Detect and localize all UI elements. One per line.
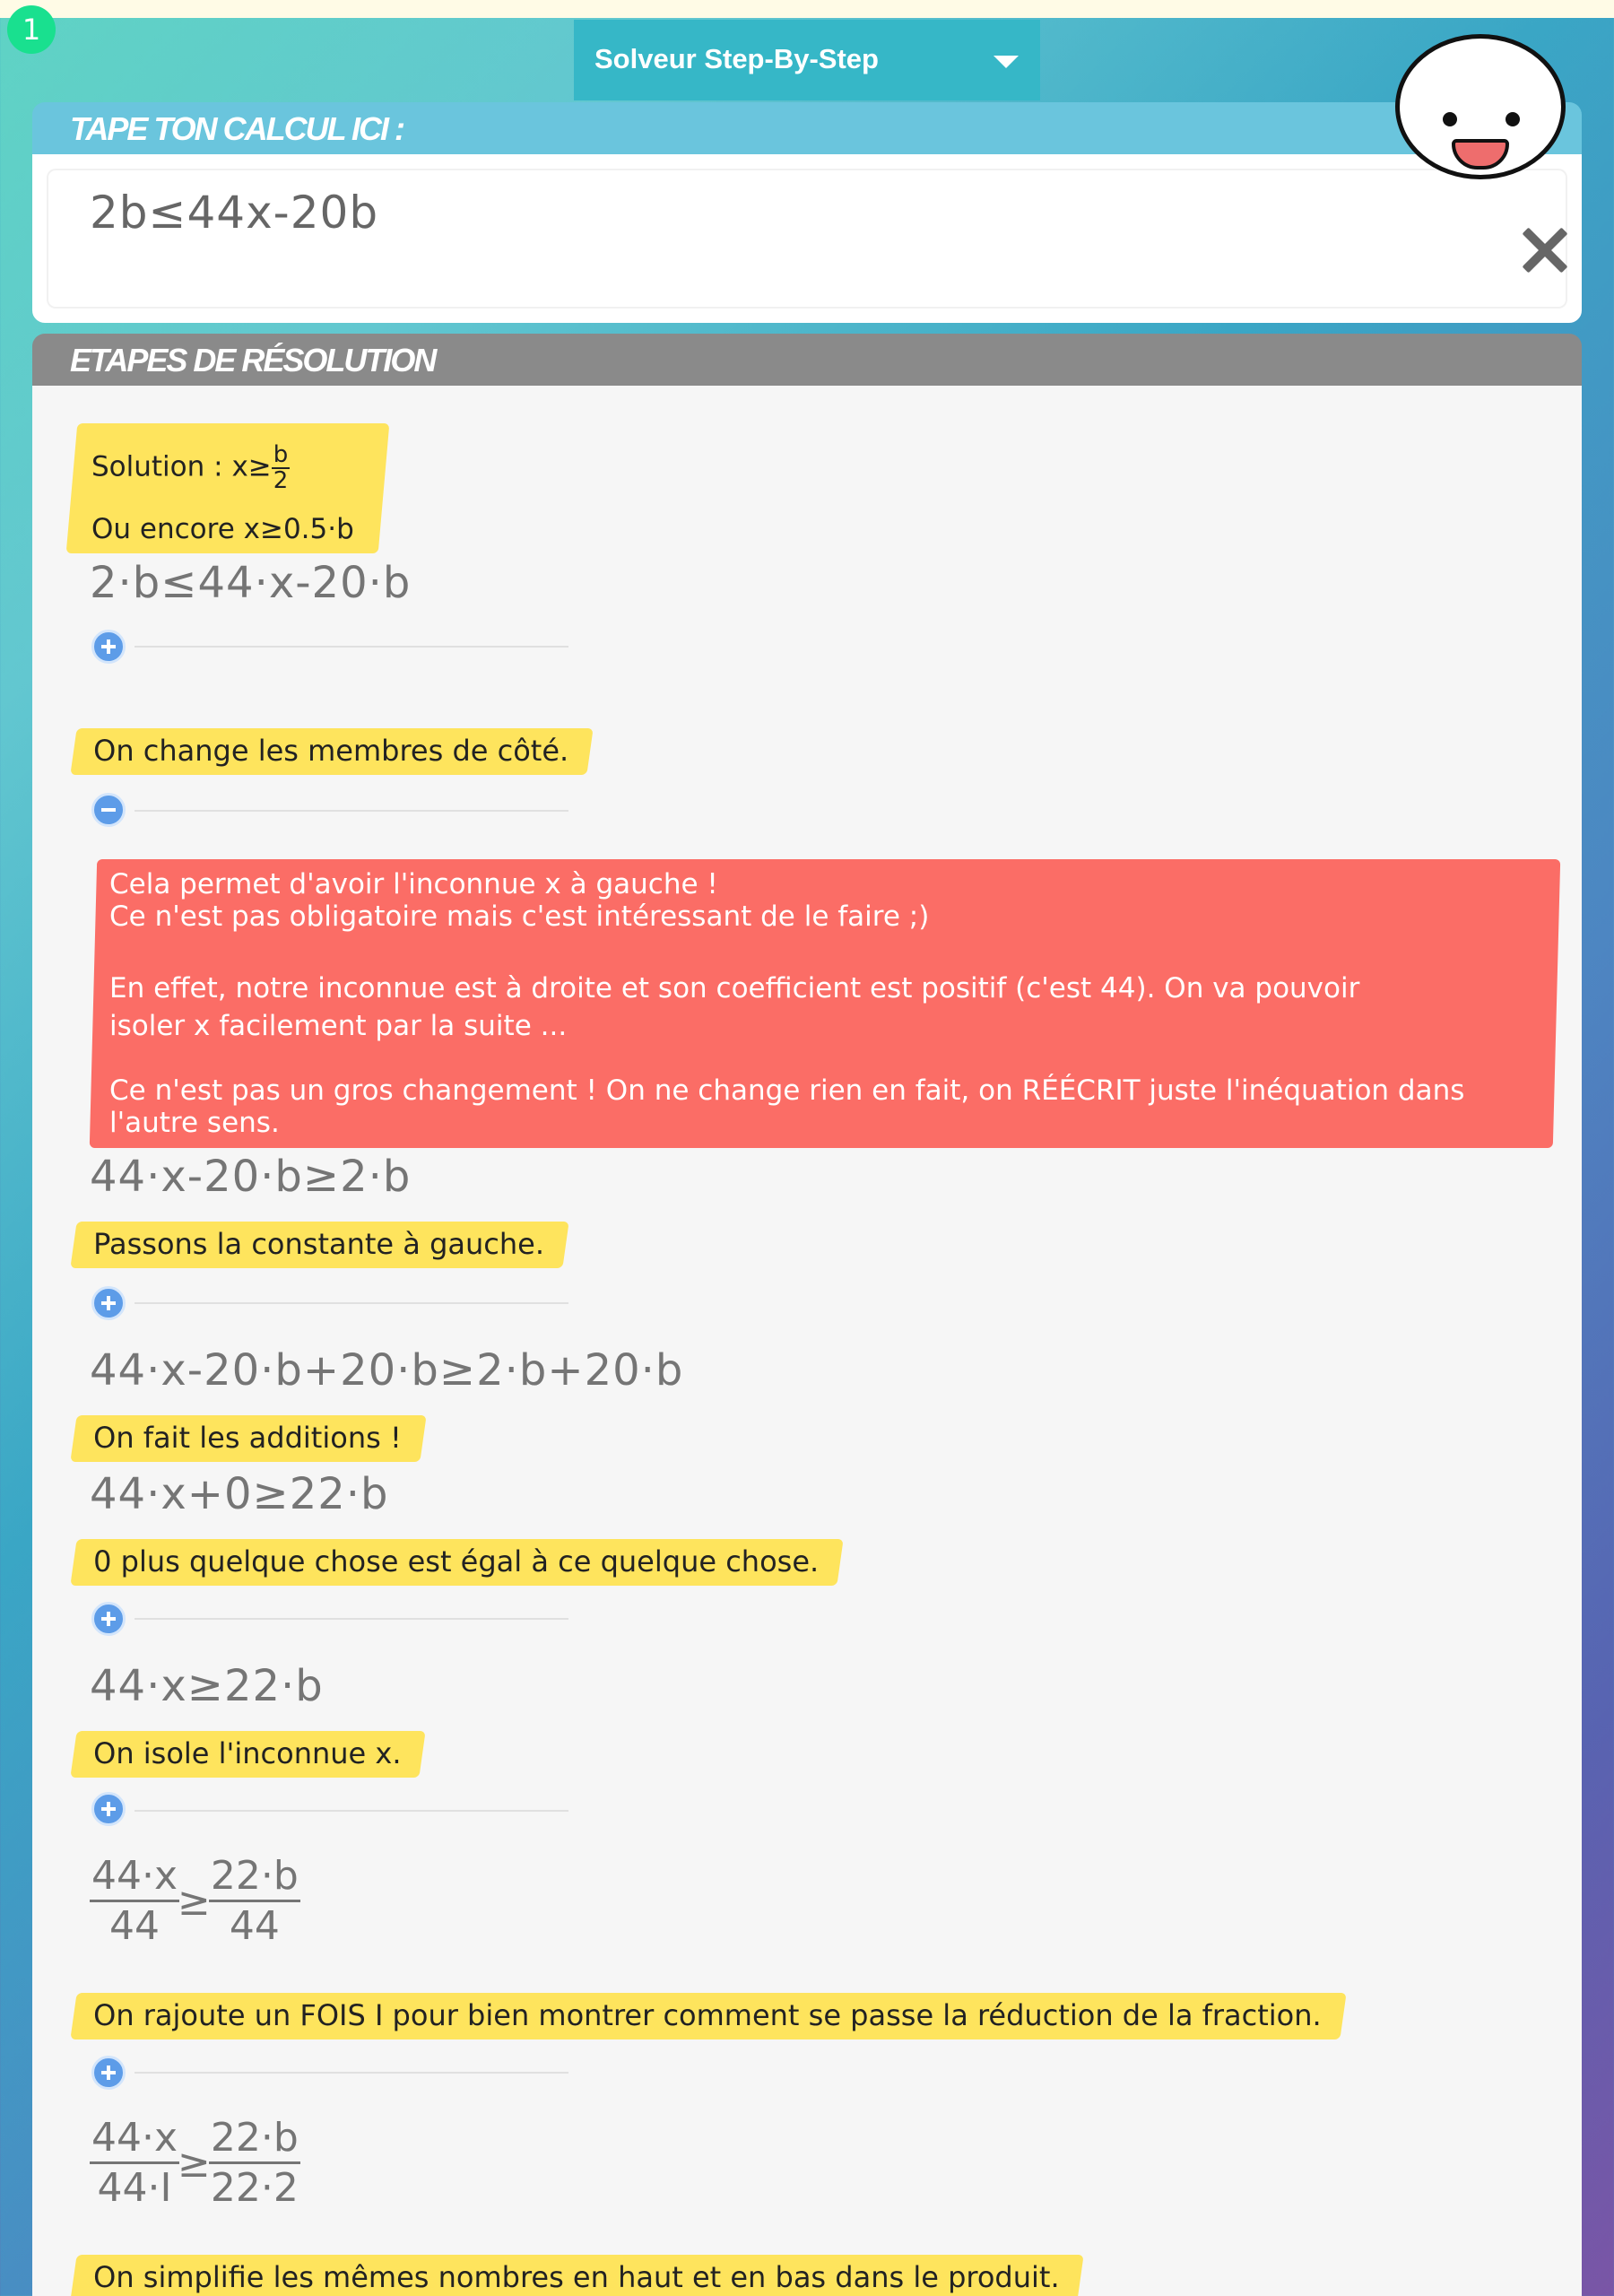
divider bbox=[134, 810, 568, 812]
solution-alt: Ou encore x≥0.5·b bbox=[91, 513, 354, 545]
fraction-operator: ≥ bbox=[178, 1879, 211, 1925]
step-math: 2·b≤44·x-20·b bbox=[90, 558, 412, 608]
fraction-operator: ≥ bbox=[178, 2141, 211, 2187]
solution-fraction-num: b bbox=[273, 441, 289, 468]
close-icon[interactable] bbox=[1519, 226, 1569, 276]
solution-fraction-den: 2 bbox=[273, 467, 289, 494]
mascot-eye-right bbox=[1506, 112, 1520, 126]
explanation-line: isoler x facilement par la suite ... bbox=[109, 1010, 568, 1042]
divider bbox=[134, 1810, 568, 1812]
solution-line bbox=[91, 443, 290, 493]
fraction-right: $\frac{22\cdot b}{22\cdot 2}$ bbox=[210, 2115, 299, 2211]
step-comment: 0 plus quelque chose est égal à ce quelque chose. bbox=[70, 1539, 843, 1586]
top-strip bbox=[0, 0, 1614, 18]
step-comment: On isole l'inconnue x. bbox=[70, 1731, 426, 1778]
step-badge: 1 bbox=[7, 5, 56, 54]
step-math: 44·x≥22·b bbox=[90, 1661, 324, 1711]
step-comment: On change les membres de côté. bbox=[70, 728, 593, 775]
fraction-expression bbox=[90, 1853, 300, 1951]
mascot-mouth bbox=[1452, 139, 1509, 170]
divider bbox=[134, 1302, 568, 1304]
minus-circle-icon[interactable] bbox=[91, 793, 126, 827]
step-math: 44·x-20·b≥2·b bbox=[90, 1152, 412, 1202]
input-panel-title: TAPE TON CALCUL ICI : bbox=[32, 102, 1582, 154]
solution-fraction bbox=[272, 443, 291, 493]
caret-down-icon bbox=[994, 56, 1019, 68]
steps-panel-title: ETAPES DE RÉSOLUTION bbox=[32, 334, 1582, 386]
divider bbox=[134, 2072, 568, 2074]
divider bbox=[134, 1618, 568, 1620]
step-comment: On fait les additions ! bbox=[70, 1415, 426, 1462]
plus-circle-icon[interactable] bbox=[91, 1602, 126, 1636]
step-comment: On rajoute un FOIS I pour bien montrer comment se passe la réduction de la fraction. bbox=[70, 1993, 1346, 2039]
step-comment: On simplifie les mêmes nombres en haut et en bas dans le produit. bbox=[70, 2255, 1084, 2296]
fraction-left: $\frac{44\cdot x}{44\cdot I}$ bbox=[91, 2115, 178, 2211]
step-math: 44·x+0≥22·b bbox=[90, 1469, 389, 1519]
solution-prefix: Solution : x≥ bbox=[91, 450, 272, 483]
explanation-line: En effet, notre inconnue est à droite et son coefficient est positif (c'est 44). On va pouvoir bbox=[109, 972, 1360, 1004]
explanation-line: Ce n'est pas obligatoire mais c'est intéressant de le faire ;) bbox=[109, 900, 930, 933]
mascot-face bbox=[1395, 34, 1566, 179]
explanation-line: l'autre sens. bbox=[109, 1107, 280, 1139]
solver-select-label: Solveur Step-By-Step bbox=[594, 43, 879, 74]
fraction-left: $\frac{44\cdot x}{44}$ bbox=[91, 1853, 178, 1949]
fraction-expression bbox=[90, 2115, 300, 2213]
mascot-eye-left bbox=[1443, 112, 1457, 126]
divider bbox=[134, 646, 568, 648]
plus-circle-icon[interactable] bbox=[91, 1792, 126, 1826]
step-math: 44·x-20·b+20·b≥2·b+20·b bbox=[90, 1345, 684, 1396]
plus-circle-icon[interactable] bbox=[91, 630, 126, 664]
plus-circle-icon[interactable] bbox=[91, 1286, 126, 1320]
explanation-line: Ce n'est pas un gros changement ! On ne change rien en fait, on RÉÉCRIT juste l'inéquation dans bbox=[109, 1074, 1465, 1107]
explanation-line: Cela permet d'avoir l'inconnue x à gauche ! bbox=[109, 868, 718, 900]
fraction-right: $\frac{22\cdot b}{44}$ bbox=[210, 1853, 299, 1949]
calc-input-value[interactable]: 2b≤44x-20b bbox=[90, 187, 379, 239]
plus-circle-icon[interactable] bbox=[91, 2056, 126, 2090]
step-comment: Passons la constante à gauche. bbox=[70, 1222, 568, 1268]
solver-select[interactable] bbox=[574, 20, 1040, 100]
